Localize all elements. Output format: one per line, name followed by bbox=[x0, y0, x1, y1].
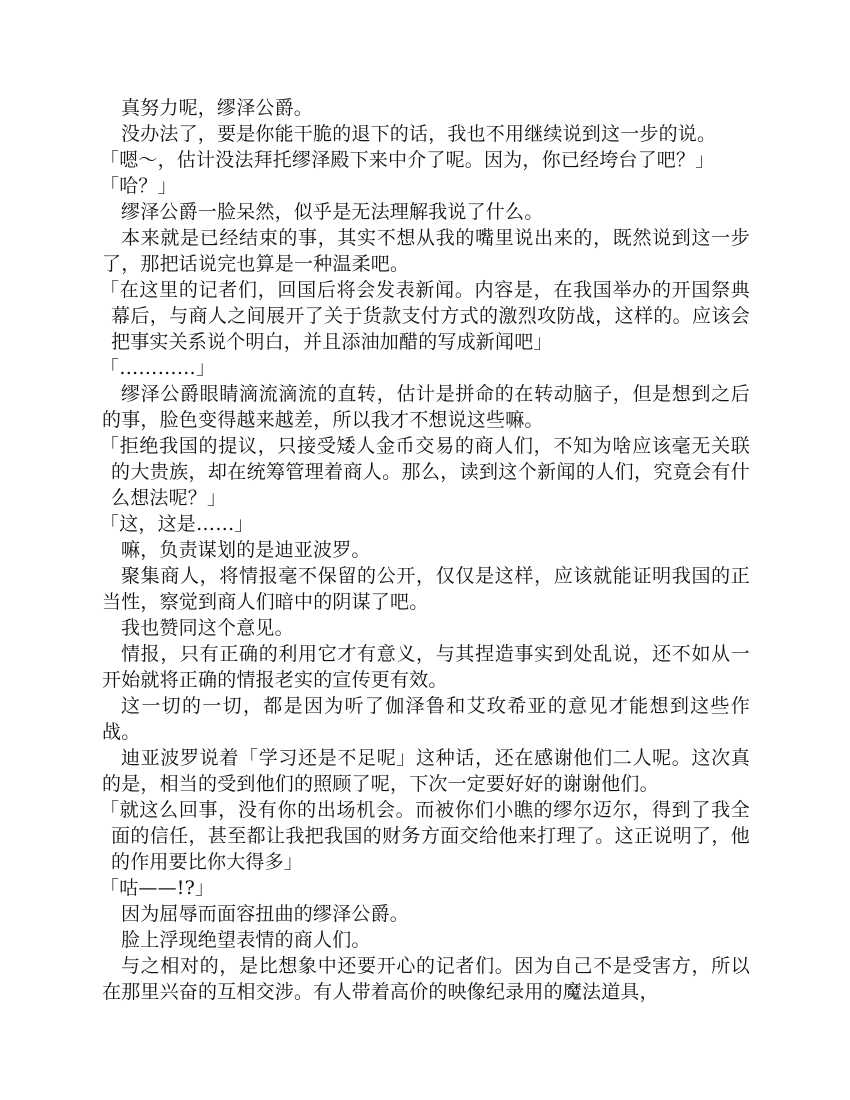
dialogue-line: 「哈？」 bbox=[100, 175, 177, 197]
paragraph: 缪泽公爵一脸呆然，似乎是无法理解我说了什么。 bbox=[121, 201, 544, 223]
dialogue-line: 「这，这是……」 bbox=[100, 513, 254, 535]
paragraph: 情报，只有正确的利用它才有意义，与其捏造事实到处乱说，还不如从一开始就将正确的情报老实的宣传更有效。 bbox=[102, 643, 750, 691]
paragraph: 真努力呢，缪泽公爵。 bbox=[121, 97, 314, 119]
dialogue-line: 「拒绝我国的提议，只接受矮人金币交易的商人们，不知为啥应该毫无关联的大贵族，却在统筹管理着商人。那么，读到这个新闻的人们，究竟会有什么想法呢？」 bbox=[100, 435, 750, 509]
paragraph: 嘛，负责谋划的是迪亚波罗。 bbox=[121, 539, 371, 561]
dialogue-line: 「…………」 bbox=[100, 357, 216, 379]
paragraph: 我也赞同这个意见。 bbox=[121, 617, 294, 639]
paragraph: 缪泽公爵眼睛滴流滴流的直转，估计是拼命的在转动脑子，但是想到之后的事，脸色变得越来越差，所以我才不想说这些嘛。 bbox=[102, 383, 750, 431]
paragraph: 因为屈辱而面容扭曲的缪泽公爵。 bbox=[121, 903, 410, 925]
dialogue-line: 「在这里的记者们，回国后将会发表新闻。内容是，在我国举办的开国祭典幕后，与商人之间展开了关于货款支付方式的激烈攻防战，这样的。应该会把事实关系说个明白，并且添油加醋的写成新闻吧」 bbox=[100, 279, 750, 353]
paragraph: 脸上浮现绝望表情的商人们。 bbox=[121, 929, 371, 951]
paragraph: 迪亚波罗说着「学习还是不足呢」这种话，还在感谢他们二人呢。这次真的是，相当的受到他们的照顾了呢，下次一定要好好的谢谢他们。 bbox=[102, 747, 750, 795]
dialogue-line: 「咕——!?」 bbox=[100, 877, 215, 899]
document-page bbox=[102, 95, 750, 1005]
paragraph: 没办法了，要是你能干脆的退下的话，我也不用继续说到这一步的说。 bbox=[121, 123, 717, 145]
paragraph: 这一切的一切，都是因为听了伽泽鲁和艾玫希亚的意见才能想到这些作战。 bbox=[102, 695, 750, 743]
paragraph: 聚集商人，将情报毫不保留的公开，仅仅是这样，应该就能证明我国的正当性，察觉到商人们暗中的阴谋了吧。 bbox=[102, 565, 750, 613]
paragraph: 与之相对的，是比想象中还要开心的记者们。因为自己不是受害方，所以在那里兴奋的互相交涉。有人带着高价的映像纪录用的魔法道具， bbox=[102, 955, 750, 1003]
paragraph: 本来就是已经结束的事，其实不想从我的嘴里说出来的，既然说到这一步了，那把话说完也算是一种温柔吧。 bbox=[102, 227, 750, 275]
dialogue-line: 「嗯～，估计没法拜托缪泽殿下来中介了呢。因为，你已经垮台了吧？」 bbox=[100, 149, 715, 171]
dialogue-line: 「就这么回事，没有你的出场机会。而被你们小瞧的缪尔迈尔，得到了我全面的信任，甚至都让我把我国的财务方面交给他来打理了。这正说明了，他的作用要比你大得多」 bbox=[100, 799, 750, 873]
